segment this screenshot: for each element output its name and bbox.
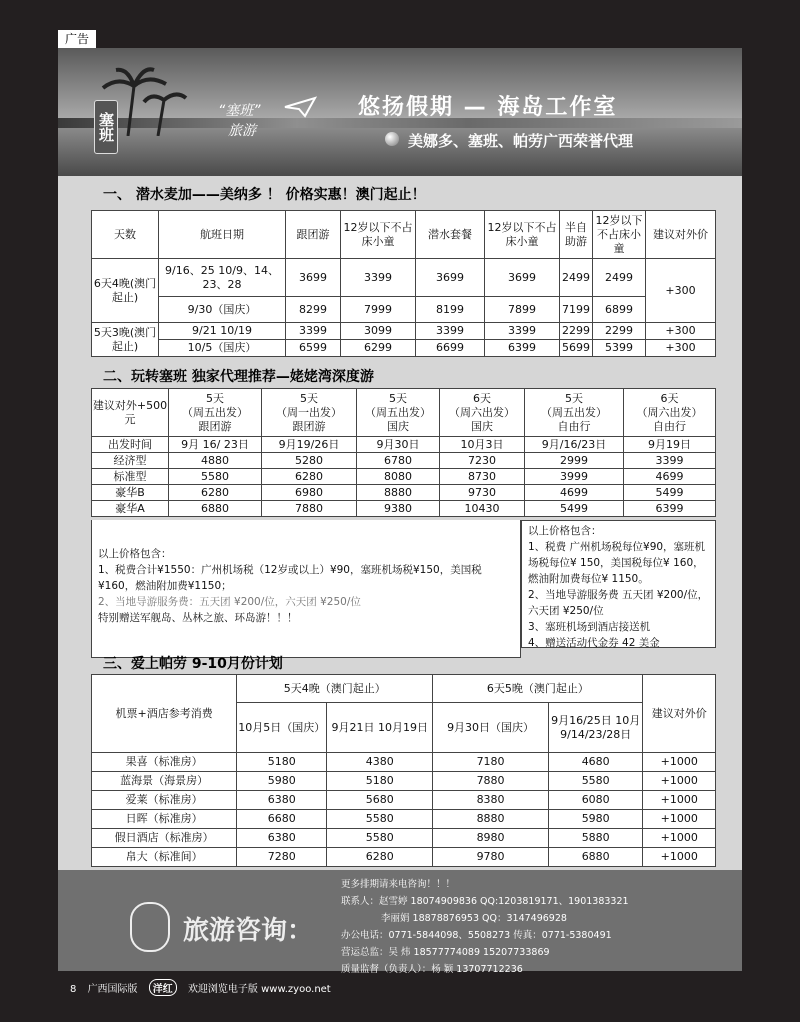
- edition-label: 广西国际版: [87, 984, 138, 995]
- table-row: 10/5（国庆） 6599 6299 6699 6399 5699 5399 +300: [92, 340, 716, 357]
- table-row: 豪华B 6280 6980 8880 9730 4699 5499: [92, 485, 716, 501]
- ad-page: [58, 48, 742, 975]
- table-row: 假日酒店（标准房） 6380 5580 8980 5880 +1000: [92, 829, 716, 848]
- col-header: 天数: [92, 211, 159, 259]
- manado-price-table: [91, 210, 716, 357]
- col-header: 建议对外价: [646, 211, 716, 259]
- section2-heading: 二、玩转塞班 独家代理推荐—姥姥湾深度游: [103, 369, 374, 385]
- table-row: 蓝海景（海景房） 5980 5180 7880 5580 +1000: [92, 772, 716, 791]
- table-row: 果喜（标准房） 5180 4380 7180 4680 +1000: [92, 753, 716, 772]
- table-row: 经济型 4880 5280 6780 7230 2999 3399: [92, 453, 716, 469]
- page-footer: [70, 979, 339, 996]
- slogan-line2: 旅游: [228, 123, 256, 139]
- banner-subtitle: 美娜多、塞班、帕劳广西荣誉代理: [408, 132, 634, 150]
- phone-icon: [130, 902, 170, 952]
- contact-footer: [58, 870, 742, 975]
- table-row: 出发时间 9月 16/ 23日 9月19/26日 9月30日 10月3日 9月/16/23日 9月19日: [92, 437, 716, 453]
- table-row: 爱莱（标准房） 6380 5680 8380 6080 +1000: [92, 791, 716, 810]
- col-header: 航班日期: [159, 211, 286, 259]
- table-row: 豪华A 6880 7880 9380 10430 5499 6399: [92, 501, 716, 517]
- paper-plane-icon: [283, 96, 317, 118]
- section3-heading: 三、爱上帕劳 9-10月份计划: [103, 656, 283, 672]
- contact-list: 更多排期请来电咨询！！！ 联系人：赵雪婷 18074909836 QQ:1203819171、1901383321 李丽娟 18878876953 QQ：3147496928 办公电话：0771-5844098、5508273 传真：0771-5380491 营运总监：吴 炜 18577774089 15207733869 质量监督（负责人）：杨 颖 13707712236: [341, 879, 629, 975]
- col-header: 跟团游: [286, 211, 341, 259]
- table-row: 日晖（标准房） 6680 5580 8880 5980 +1000: [92, 810, 716, 829]
- col-header: 12岁以下不占床小童: [485, 211, 560, 259]
- footer-title: 旅游咨询：: [183, 916, 314, 946]
- saipan-seal: 塞班: [94, 100, 118, 154]
- table-row: 标准型 5580 6280 8080 8730 3999 4699: [92, 469, 716, 485]
- site-link[interactable]: 欢迎浏览电子版 www.zyoo.net: [187, 984, 331, 995]
- table-row: 5天3晚(澳门起止) 9/21 10/19 3399 3099 3399 3399 2299 2299 +300: [92, 323, 716, 340]
- section1-heading: 一、 潜水麦加——美纳多 ！ 价格实惠！澳门起止！: [103, 187, 426, 203]
- saipan-inclusions-left: 以上价格包含： 1、税费合计¥1550：广州机场税（12岁或以上）¥90，塞班机场税¥150，美国税¥160，燃油附加费¥1150； 2、当地导游服务费：五天团 ¥200/位，六天团 ¥250/位 特别赠送军舰岛、丛林之旅、环岛游！！！: [91, 520, 521, 658]
- publication-logo: 洋红: [149, 979, 177, 996]
- banner-title: 悠扬假期 — 海岛工作室: [358, 95, 618, 120]
- banner: [58, 48, 742, 176]
- col-header: 潜水套餐: [416, 211, 485, 259]
- col-header: 12岁以下不占床小童: [341, 211, 416, 259]
- table-row: 6天4晚(澳门起止) 9/16、25 10/9、14、23、28 3699 3399 3699 3699 2499 2499 +300: [92, 259, 716, 297]
- bullet-icon: [385, 132, 399, 146]
- saipan-price-table: 建议对外+500元 5天 （周五出发） 跟团游 5天 （周一出发） 跟团游 5天 （周五出发） 国庆 6天 （周六出发） 国庆 5天 （周五出发） 自由行 6天 （周六出发） 自由行 出发时间 9月 16/ 23日 9月19/26日 9月30日 10月3日 9月/16/23日 9月19日 经济型 4880 5280 6780 7230 2999 3399 标准型 5580 6280 8080 8730 3999 4699 豪华B 6280 6980 8880 9730 4699 5499 豪华A 6880 7880 9380 10430 5499 6399: [91, 388, 716, 517]
- table-row: 帛大（标准间） 7280 6280 9780 6880 +1000: [92, 848, 716, 867]
- palau-price-table: 机票+酒店参考消费 5天4晚（澳门起止） 6天5晚（澳门起止） 建议对外价 10月5日（国庆） 9月21日 10月19日 9月30日（国庆） 9月16/25日 10月 9/14/23/28日 果喜（标准房） 5180 4380 7180 4680 +1000 蓝海景（海景房） 5980 5180 7880 5580 +1000 爱莱（标准房） 6380 5680 8380 6080 +1000 日晖（标准房） 6680 5580 8880 5980 +1000 假日酒店（标准房） 6380 5580 8980 5880 +1000 帛大（标准间） 7280 6280 9780 6880 +1000: [91, 674, 716, 867]
- col-header: 半自助游: [560, 211, 593, 259]
- saipan-inclusions-right: 以上价格包含： 1、税费 广州机场税每位¥90，塞班机场税每位¥ 150，美国税每位¥ 160，燃油附加费每位¥ 1150。 2、当地导游服务费 五天团 ¥200/位，六天团 ¥250/位 3、塞班机场到酒店接送机 4、赠送活动代金券 42 美金: [521, 520, 716, 648]
- col-header: 12岁以下不占床小童: [593, 211, 646, 259]
- ad-tag: 广告: [58, 30, 96, 48]
- table-row: 9/30（国庆） 8299 7999 8199 7899 7199 6899: [92, 297, 716, 323]
- slogan-line1: “塞班”: [218, 103, 261, 119]
- page-number: 8: [70, 984, 77, 995]
